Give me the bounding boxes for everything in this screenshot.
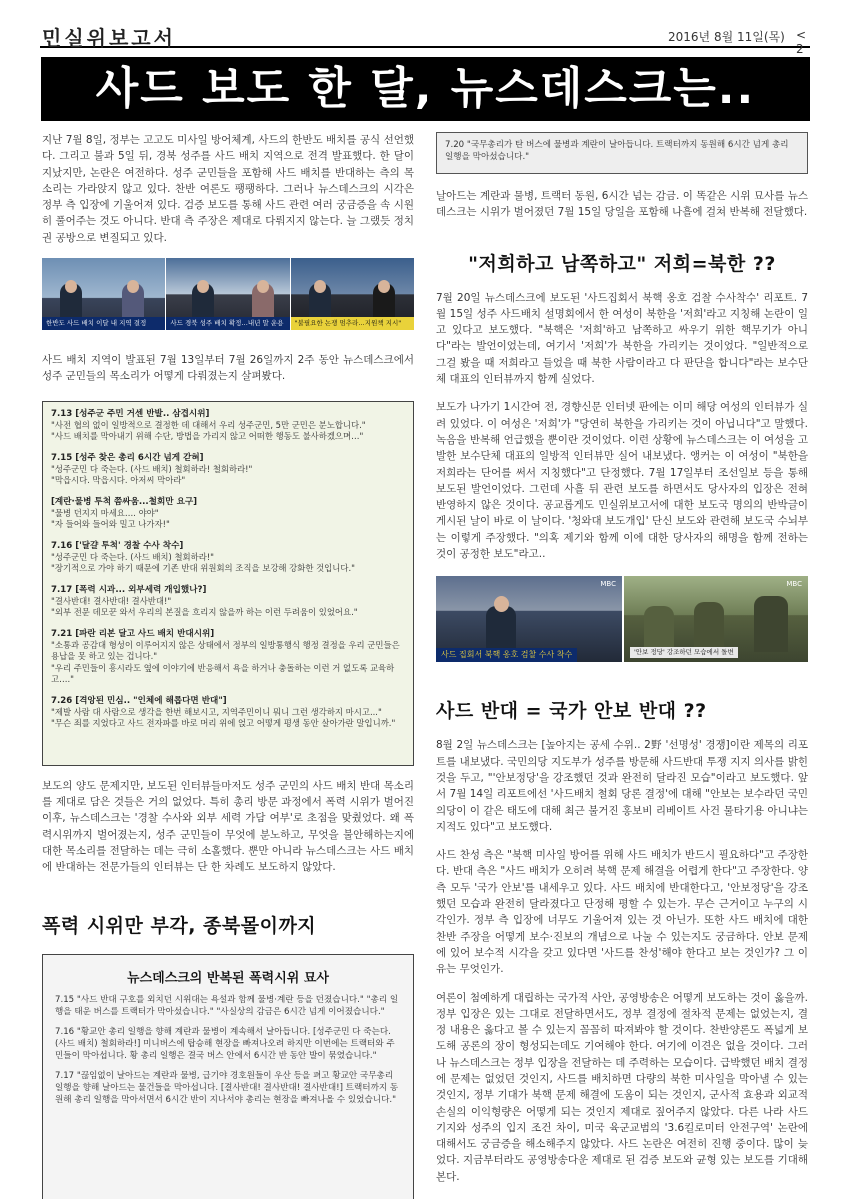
quote-date: 7.21 [파란 리본 달고 사드 배치 반대시위] <box>51 628 215 639</box>
box-entry: 7.15 "사드 반대 구호를 외치던 시위대는 욕설과 함께 물병·계란 등을 던졌습니다." "총리 일행을 태운 버스를 트랙터가 막아섰습니다." "사실상의 감금은 6시간 넘게 이어졌습니다." <box>55 995 399 1018</box>
quote-date: [계란·물병 투척 쯤싸움...철회만 요구] <box>51 496 198 507</box>
section-heading: 사드 반대 = 국가 안보 반대 ?? <box>436 700 707 723</box>
anchor-figure <box>486 606 516 648</box>
body-paragraph: 보도가 나가기 1시간여 전, 경향신문 인터넷 판에는 이미 해당 여성의 인터뷰가 실려 있었다. 이 여성은 '저희'가 "당연히 북한을 가리키는 것이 아닙니다"고 말했다. 녹음을 반복해 언급했을 뿐이란 것이었다. 이런 상황에 뉴스데스크는 이 여성을 고발한 보수단체 대표의 일방적 인터뷰만 실어 내보냈다. 앵커는 이 여성이 "북한을 저희라는 단어를 써서 지칭했다"고 단정했다. 7월 17일부터 조선일보 등을 통해 보도된 발언이었다. 그런데 사흘 뒤 관련 보도를 하면서도 당사자의 입장은 전혀 반영하지 않은 것이다. 공교롭게도 민실위보고서에 대한 보도국 명의의 반박글이 게시된 날이 바로 이 날이다. '청와대 보도개입' 단신 보도와 관련해 보도국 수뇌부는 이렇게 주장했다. "의혹 제기와 함께 이에 대한 당사자의 해명을 함께 전하는 것이 공정한 보도"라고.. <box>436 401 808 561</box>
quote-line: "결사반대! 결사반대! 결사반대!" <box>51 595 172 606</box>
anchor-head <box>378 280 390 293</box>
anchor-head <box>127 280 139 293</box>
masthead <box>40 20 810 56</box>
body-paragraph: 사드 찬성 측은 "북핵 미사일 방어를 위해 사드 배치가 반드시 필요하다"고 주장한다. 반대 측은 "사드 배치가 오히려 북핵 문제 해결을 어렵게 한다"고 주장한다. 양측 모두 '국가 안보'를 내세우고 있다. 사드 배치에 반대한다고, '안보정당'을 강조했던 모습과 완전히 달라졌다고 단정해 평할 수 있는가. 무슨 근거이고 누구의 시각인가. 정부 측 입장에 너무도 기울어져 있는 것 아닌가. 또한 사드 배치에 대한 찬반 주장을 어떻게 보수·진보의 개념으로 나눌 수 있는지도 궁금하다. 안보 문제에 있어 보수적 시각을 갖고 있다면 '사드를 찬성'해야 한다고 보는 것인가? 그 이유는 무엇인가. <box>436 849 808 976</box>
quote-entry <box>51 408 405 443</box>
lead-paragraph: 사드 배치 지역이 발표된 7월 13일부터 7월 26일까지 2주 동안 뉴스데스크에서 성주 군민들의 목소리가 어떻게 다뤄졌는지 살펴봤다. <box>42 354 414 383</box>
photo-caption <box>436 648 577 662</box>
issue-date: 2016년 8월 11일(목) <box>668 30 785 44</box>
photo-caption: "불필요한 논쟁 멈추라…지원책 지시" <box>291 317 414 330</box>
news-photo-1 <box>42 258 166 330</box>
news-photo-pair <box>436 576 808 662</box>
quote-line: "무슨 죄를 지었다고 사드 전자파를 바로 머리 위에 얹고 어떻게 평생 동안 살아가란 말입니까." <box>51 718 396 729</box>
quote-line: "막읍시다. 막읍시다. 아저씨 막아라" <box>51 475 186 486</box>
mbc-logo: MBC <box>600 580 616 589</box>
body-paragraph: 7월 20일 뉴스데스크에 보도된 '사드집회서 북핵 옹호 검찰 수사착수' 리포트. 7월 15일 성주 사드배치 설명회에서 한 여성이 북한을 '저희'라고 지칭해 논란이 일고 있다고 보도했다. "북핵은 '저희'하고 남쪽하고 싸우기 위한 핵무기가 아니다"라는 발언이었는데, 여기서 '저희'가 북한을 가리키는 것이었다. "일반적으로 그걸 봤을 때 저희라고 들었을 때 북한 사람이라고 다 판단을 합니다"라는 보수단체 대표의 인터뷰까지 함께 실었다. <box>436 291 808 386</box>
quote-line: "제발 사람 대 사람으로 생각을 한번 해보시고, 지역주민이니 뭐니 그런 생각하지 마시고..." <box>51 706 382 717</box>
intro-paragraph: 지난 7월 8일, 정부는 고고도 미사일 방어체계, 사드의 한반도 배치를 공식 선언했다. 그리고 불과 5일 뒤, 경북 성주를 사드 배치 지역으로 전격 발표했다. 한 달이 지났지만, 논란은 여전하다. 성주 군민들을 포함해 사드 배치를 반대하는 측의 목소리는 가라앉지 않고 있다. 찬반 여론도 팽팽하다. 그러나 뉴스데스크의 시각은 정부 측 입장에 기울어져 있다. 검증 보도를 통해 사드 관련 여러 궁금증을 속 시원히 풀어주는 것도 아니다. 반대 측 주장은 제대로 다뤄지지 않는다. 늘 그랬듯 정치권 공방으로 변질되고 있다. <box>42 134 414 244</box>
quote-entry <box>51 584 405 619</box>
body-paragraph: 8월 2일 뉴스데스크는 [높아지는 공세 수위.. 2野 '선명성' 경쟁]이란 제목의 리포트를 내보냈다. 국민의당 지도부가 성주를 방문해 사드반대 투쟁 지지 의사를 밝힌 것을 두고, "'안보정당'을 강조했던 것과 완전히 달라진 모습"이라고 보도했다. 앞서 7월 14일 리포트에선 '사드배치 철회 당론 결정'에 대해 "안보는 보수라던 국민의당이 이 같은 태도에 대해 최근 불거진 홍보비 리베이트 사건 물타기용 아니냐는 지적도 있다"고 보도했다. <box>436 739 808 833</box>
soldier-figure <box>644 606 674 652</box>
violence-depiction-box <box>42 954 414 1199</box>
news-photo-right <box>622 576 808 662</box>
news-photo-3 <box>291 258 414 330</box>
news-photo-strip <box>42 258 414 330</box>
quote-date: 7.13 [성주군 주민 거센 반발.. 삼겹시위] <box>51 408 210 419</box>
quote-date: 7.17 [폭력 시과... 외부세력 개입했나?] <box>51 584 207 595</box>
photo-caption: '안보 정당' 강조하던 모습에서 돌변 <box>630 647 738 658</box>
quote-line: "사드 배치를 막아내기 위해 수단, 방법을 가리지 않고 어떠한 행동도 불사하겠으며…" <box>51 431 364 442</box>
quote-line: "우리 주민들이 흥시라도 옆에 이야기에 반응해서 욕을 하거나 충돌하는 이런 거 없도록 교육하고…." <box>51 662 395 685</box>
news-photo-2 <box>166 258 290 330</box>
quote-date: 7.15 [성주 찾은 총리 6시간 넘게 갇혀] <box>51 452 204 463</box>
quote-entry <box>51 540 405 575</box>
analysis-paragraph: 보도의 양도 문제지만, 보도된 인터뷰들마저도 성주 군민의 사드 배치 반대 목소리를 제대로 담은 것들은 거의 없었다. 특히 총리 방문 과정에서 폭력 시위가 벌어진 이후, 뉴스데스크는 '경찰 수사와 외부 세력 가담 여부'로 초점을 맞췄었다. 왜 폭력시위까지 벌어졌는지, 성주 군민들이 무엇에 분노하고, 무엇을 불안해하는지에 대한 목소리를 전달하는 데는 극히 소홀했다. 뿐만 아니라 뉴스데스크는 사드 배치에 반대하는 전문가들의 인터뷰는 단 한 차례도 보도하지 않았다. <box>42 779 414 874</box>
quote-line: "성주군민 다 죽는다. (사드 배치) 철회하라! 철회하라!" <box>51 463 253 474</box>
quote-entry <box>51 496 405 531</box>
page-number: < 2 <box>796 28 807 56</box>
section-heading: "저희하고 남쪽하고" 저희=북한 ?? <box>468 252 776 275</box>
quote-entry <box>51 452 405 487</box>
quote-line: "외부 전문 데모꾼 와서 우리의 본질을 흐리지 않을까 하는 이런 두려움이 있었어요." <box>51 607 358 618</box>
news-photo-left <box>436 576 622 662</box>
photo-caption: 사드 경북 성주 배치 확정…내년 말 운용 <box>166 317 289 330</box>
soldier-figure <box>754 596 788 652</box>
quote-line: "사전 협의 없이 일방적으로 결정한 데 대해서 우리 성주군민, 5만 군민은 분노합니다." <box>51 419 366 430</box>
quote-line: "소통과 공감대 형성이 이루어지지 않은 상태에서 정부의 일방통행식 행정 결정을 우리 군민들은 용납을 못 하고 있는 겁니다." <box>51 639 400 662</box>
section-heading: 폭력 시위만 부각, 종북몰이까지 <box>42 915 317 938</box>
box-entry: 7.17 "끊임없이 날아드는 계란과 물병, 급기야 경호원들이 우산 등을 펴고 황교안 국무총리 일행을 향해 날아드는 물건들을 막아섭니다. [결사반대! 결사반대! 결사반대!] 트랙터까지 동원해 총리 일행을 막아서면서 6시간 반이 지나서야 총리는 현장을 빠져나올 수 있었습니다." <box>55 1071 399 1106</box>
headline-banner: 사드 보도 한 달, 뉴스데스크는.. <box>41 57 810 121</box>
photo-caption-text: 사드 집회서 북핵 옹호 검찰 수사 착수 <box>441 650 573 660</box>
publication-title: 민실위보고서 <box>42 26 176 50</box>
soldier-figure <box>694 602 724 652</box>
quote-box-continued: 7.20 "국무총리가 탄 버스에 물병과 계란이 날아듭니다. 트랙터까지 동원해 6시간 넘게 총리 일행을 막아섰습니다." <box>436 132 808 174</box>
quote-entry <box>51 695 405 730</box>
quote-line: "장기적으로 가야 하기 때문에 기존 반대 위원회의 조직을 보강해 강화한 것입니다." <box>51 563 355 574</box>
summary-paragraph: 날아드는 계란과 물병, 트랙터 동원, 6시간 넘는 감금. 이 똑같은 시위 묘사를 뉴스데스크는 시위가 벌어졌던 7월 15일 당일을 포함해 나흘에 걸쳐 반복해 전달했다. <box>436 190 808 219</box>
quote-entry <box>51 628 405 686</box>
quote-box <box>42 401 414 766</box>
photo-caption: 한반도 사드 배치 이달 내 지역 결정 <box>42 317 165 330</box>
quote-line: "자 들어와 들어와 밀고 나가자!" <box>51 519 170 530</box>
quote-date: 7.16 ['달걀 투척' 경찰 수사 착수] <box>51 540 184 551</box>
quote-date: 7.26 [격앙된 민심.. "인체에 해롭다면 반대"] <box>51 695 227 706</box>
conclusion-paragraph: 여론이 첨예하게 대립하는 국가적 사안, 공영방송은 어떻게 보도하는 것이 옳을까. 정부 입장은 있는 그대로 전달하면서도, 정부 결정에 절차적 문제는 없었는지, 결정 내용은 옳다고 볼 수 있는지 꼼꼼히 따져봐야 할 것이다. 찬반양론도 폭넓게 보도해 공론의 장이 형성되는데도 기여해야 한다. 여기에 이견은 없을 것이다. 그러나 뉴스데스크는 정부 입장을 전달하는 데 주력하는 모습이다. 급박했던 배치 결정에 문제는 없었던 것인지, 사드를 배치하면 다량의 북한 미사일을 막아낼 수 있는 것인지, 정부 기대가 북핵 문제 해결에 도움이 되는 것인지, 군사적 효용과 외교적 손실의 이익형량은 어떻게 되는 것인지 제대로 짚어주지 않았다. 다른 나라 사드 기지와 성주의 입지 조건 차이, 미국 육군교범의 '3.6킬로미터 안전구역' 논란에 대해서도 궁금증을 해소해주지 않았다. 사드 논란은 여전히 진행 중이다. 많이 늦었다. 지금부터라도 공영방송다운 제대로 된 검증 보도와 균형 있는 보도를 기대해본다. <box>436 991 808 1183</box>
box-entry: 7.16 "황교안 총리 일행을 향해 계란과 물병이 계속해서 날아듭니다. [성주군민 다 죽는다. (사드 배치) 철회하라!] 미니버스에 탑승해 현장을 빠져나오려 하지만 이번에는 트랙터와 주민들이 막아섭니다. 황 총리 일행은 결국 버스 안에서 6시간 반 동안 발이 묶였습니다." <box>55 1027 395 1062</box>
quote-line: "성주군민 다 죽는다. (사드 배치) 철회하라!" <box>51 551 215 562</box>
quote-line: "물병 던지지 마세요…. 야야" <box>51 507 159 518</box>
left-column <box>42 132 414 1199</box>
box-title: 뉴스데스크의 반복된 폭력시위 묘사 <box>127 971 329 987</box>
anchor-head <box>314 280 326 293</box>
right-column <box>436 132 808 1185</box>
anchor-head <box>65 280 77 293</box>
mbc-logo: MBC <box>786 580 802 589</box>
